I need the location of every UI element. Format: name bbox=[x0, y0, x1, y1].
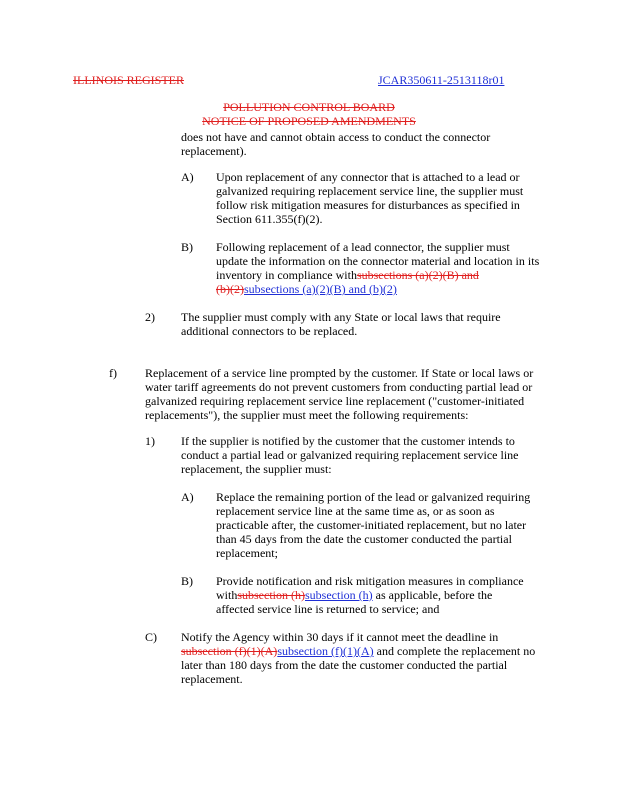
item-f1C-line3: later than 180 days from the date the customer conducted the partial bbox=[181, 658, 508, 672]
item-2-line2: additional connectors to be replaced. bbox=[181, 324, 358, 338]
item-f-line1: Replacement of a service line prompted by the customer. If State or local laws or bbox=[145, 366, 534, 380]
item-f1A-line2: replacement service line at the same time as, or as soon as bbox=[216, 504, 495, 518]
item-f1-line3: replacement, the supplier must: bbox=[181, 462, 332, 476]
item-f1C-label: C) bbox=[145, 630, 157, 644]
intro-line-2: replacement). bbox=[181, 144, 247, 158]
item-f-line3: galvanized requiring replacement service line replacement ("customer-initiated bbox=[145, 394, 525, 408]
item-f1C-line2: subsection (f)(1)(A)subsection (f)(1)(A) and complete the replacement no bbox=[181, 644, 536, 658]
item-f-line2: water tariff agreements do not prevent customers from conducting partial lead or bbox=[145, 380, 533, 394]
item-f1B-label: B) bbox=[181, 574, 193, 588]
item-f1B-line2: withsubsection (h)subsection (h) as applicable, before the bbox=[216, 588, 493, 602]
item-f1-label: 1) bbox=[145, 434, 155, 448]
page-subtitle: NOTICE OF PROPOSED AMENDMENTS bbox=[202, 114, 416, 128]
item-2-label: 2) bbox=[145, 310, 155, 324]
item-A-label: A) bbox=[181, 170, 194, 184]
page-title: POLLUTION CONTROL BOARD bbox=[223, 100, 395, 114]
item-f1A-line1: Replace the remaining portion of the lead or galvanized requiring bbox=[216, 490, 531, 504]
jcar-code: JCAR350611-2513118r01 bbox=[378, 73, 505, 87]
item-A-line4: Section 611.355(f)(2). bbox=[216, 212, 323, 226]
item-2-line1: The supplier must comply with any State or local laws that require bbox=[181, 310, 501, 324]
item-B-line3: inventory in compliance withsubsections (a)(2)(B) and bbox=[216, 268, 479, 282]
item-B-line1: Following replacement of a lead connector, the supplier must bbox=[216, 240, 510, 254]
item-f1B-line1: Provide notification and risk mitigation measures in compliance bbox=[216, 574, 524, 588]
item-f1A-line4: than 45 days from the date the customer conducted the partial bbox=[216, 532, 512, 546]
item-A-text: Upon replacement of any connector that is attached to a lead or bbox=[216, 170, 520, 184]
item-A-line2: galvanized requiring replacement service line, the supplier must bbox=[216, 184, 524, 198]
item-B-label: B) bbox=[181, 240, 193, 254]
item-f1A-line5: replacement; bbox=[216, 546, 278, 560]
item-f-line4: replacements"), the supplier must meet the following requirements: bbox=[145, 408, 469, 422]
register-header: ILLINOIS REGISTER bbox=[73, 73, 184, 87]
item-f1C-line1: Notify the Agency within 30 days if it cannot meet the deadline in bbox=[181, 630, 499, 644]
item-B-line2: update the information on the connector material and location in its bbox=[216, 254, 540, 268]
item-f1C-line4: replacement. bbox=[181, 672, 243, 686]
item-f-label: f) bbox=[109, 366, 117, 380]
item-B-line4: (b)(2)subsections (a)(2)(B) and (b)(2) bbox=[216, 282, 397, 296]
intro-line-1: does not have and cannot obtain access to conduct the connector bbox=[181, 130, 491, 144]
item-f1B-line3: affected service line is returned to service; and bbox=[216, 602, 440, 616]
item-f1A-label: A) bbox=[181, 490, 194, 504]
item-f1-line2: conduct a partial lead or galvanized requiring replacement service line bbox=[181, 448, 519, 462]
item-A-line3: follow risk mitigation measures for disturbances as specified in bbox=[216, 198, 520, 212]
item-f1-line1: If the supplier is notified by the customer that the customer intends to bbox=[181, 434, 515, 448]
item-f1A-line3: practicable after, the customer-initiated replacement, but no later bbox=[216, 518, 527, 532]
